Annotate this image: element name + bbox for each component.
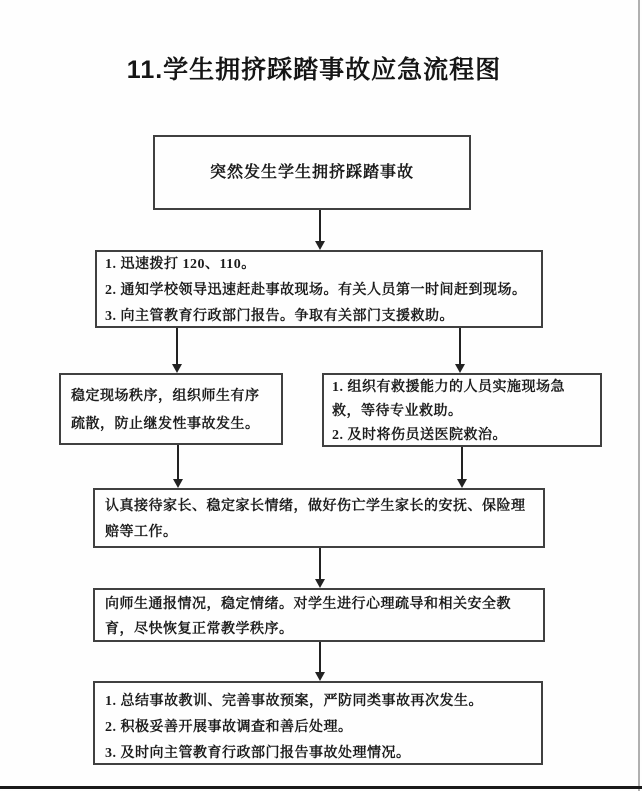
flow-parents-text: 认真接待家长、稳定家长情绪，做好伤亡学生家长的安抚、保险理赔等工作。 <box>105 499 526 540</box>
flow-box-rescue <box>322 373 602 447</box>
flow-box-summary <box>93 681 543 765</box>
flow-summary-item: 1. 总结事故教训、完善事故预案，严防同类事故再次发生。 <box>105 694 483 709</box>
flow-box-start <box>153 135 471 210</box>
flow-box-inform <box>93 588 545 642</box>
flow-summary-item: 3. 及时向主管教育行政部门报告事故处理情况。 <box>105 746 411 761</box>
arrow-down-icon <box>457 479 467 488</box>
connector-inform-summary <box>319 642 321 673</box>
page-border-bottom <box>0 786 642 789</box>
connector-start-initial <box>319 210 321 242</box>
flow-rescue-item: 2. 及时将伤员送医院救治。 <box>332 428 507 443</box>
flow-box-initial-response <box>95 250 543 328</box>
connector-initial-rescue <box>459 328 461 365</box>
connector-rescue-parents <box>461 447 463 480</box>
page-title: 11.学生拥挤踩踏事故应急流程图 <box>126 56 502 84</box>
arrow-down-icon <box>315 579 325 588</box>
arrow-down-icon <box>173 479 183 488</box>
flow-initial-item: 1. 迅速拨打 120、110。 <box>105 257 256 272</box>
connector-parents-inform <box>319 548 321 580</box>
arrow-down-icon <box>455 364 465 373</box>
flow-initial-item: 3. 向主管教育行政部门报告。争取有关部门支援救助。 <box>105 309 454 324</box>
connector-initial-stabilize <box>176 328 178 365</box>
flow-inform-text: 向师生通报情况，稳定情绪。对学生进行心理疏导和相关安全教育，尽快恢复正常教学秩序。 <box>105 597 511 637</box>
arrow-down-icon <box>172 364 182 373</box>
flow-box-start-text: 突然发生学生拥挤踩踏事故 <box>209 163 414 181</box>
connector-stabilize-parents <box>177 445 179 480</box>
arrow-down-icon <box>315 672 325 681</box>
flow-summary-item: 2. 积极妥善开展事故调查和善后处理。 <box>105 720 353 735</box>
flow-stabilize-text: 稳定现场秩序，组织师生有序疏散，防止继发性事故发生。 <box>71 389 260 432</box>
flow-rescue-item: 1. 组织有救援能力的人员实施现场急救，等待专业救助。 <box>332 380 565 419</box>
flow-initial-item: 2. 通知学校领导迅速赶赴事故现场。有关人员第一时间赶到现场。 <box>105 283 527 298</box>
arrow-down-icon <box>315 241 325 250</box>
page-border-right <box>638 0 640 791</box>
flow-box-parents <box>93 488 545 548</box>
flow-box-stabilize <box>59 373 283 445</box>
